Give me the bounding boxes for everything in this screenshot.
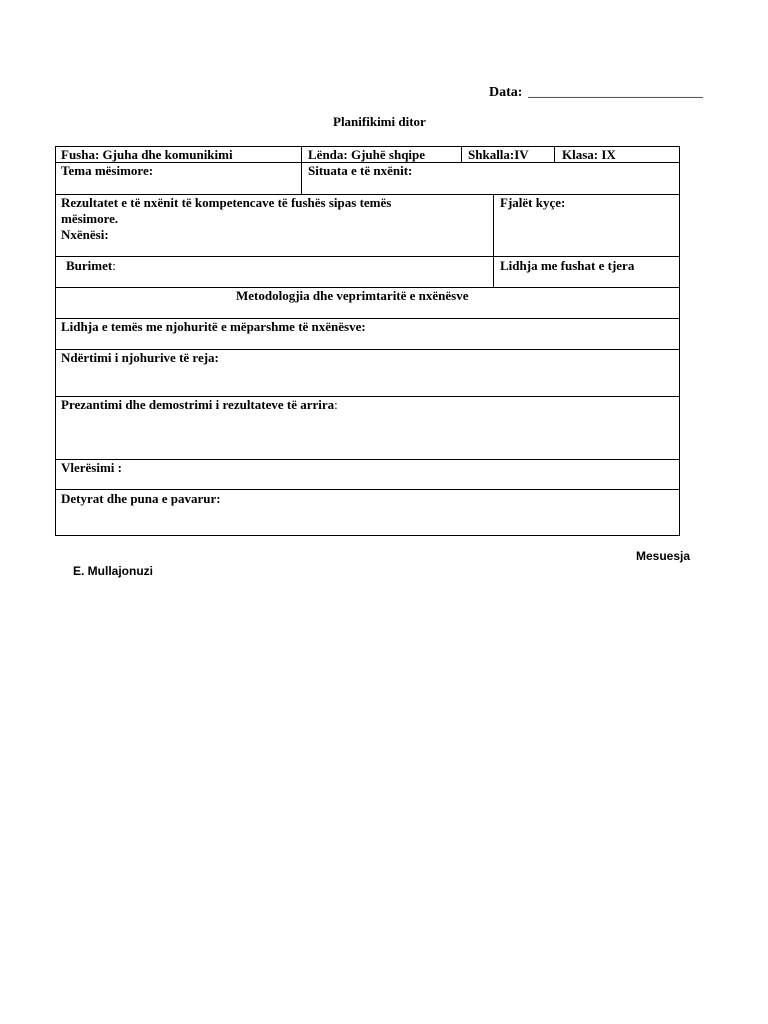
date-blank: _________________________ [528, 85, 703, 100]
rezultatet-line1: Rezultatet e të nxënit të kompetencave të fushës sipas temës [61, 195, 392, 210]
prezantimi-colon: : [334, 397, 338, 412]
fjalet-kyce-cell: Fjalët kyçe: [500, 195, 566, 210]
mesuesja-label: Mesuesja [636, 549, 691, 563]
fusha-cell: Fusha: Gjuha dhe komunikimi [61, 147, 233, 162]
tema-cell: Tema mësimore: [61, 163, 154, 178]
date-label: Data: [489, 85, 523, 100]
nxenesi-label: Nxënësi: [61, 227, 109, 242]
prezantimi-row [61, 397, 338, 413]
metodologjia-heading: Metodologjia dhe veprimtaritë e nxënësve [236, 288, 469, 303]
lidhja-temes-row: Lidhja e temës me njohuritë e mëparshme të nxënësve: [61, 319, 366, 334]
teacher-name: E. Mullajonuzi [73, 564, 153, 578]
burimet-label: Burimet [66, 258, 113, 273]
page-title: Planifikimi ditor [333, 114, 426, 129]
burimet-colon: : [112, 258, 116, 273]
shkalla-cell: Shkalla:IV [468, 147, 529, 162]
lenda-cell: Lënda: Gjuhë shqipe [308, 147, 426, 162]
ndertimi-row: Ndërtimi i njohurive të reja: [61, 350, 219, 365]
lidhja-fushat-cell: Lidhja me fushat e tjera [500, 258, 635, 273]
burimet-cell [66, 258, 116, 274]
detyrat-row: Detyrat dhe puna e pavarur: [61, 491, 221, 506]
prezantimi-label: Prezantimi dhe demostrimi i rezultateve të arrira [61, 397, 335, 412]
rezultatet-line2: mësimore. [61, 211, 119, 226]
klasa-cell: Klasa: IX [562, 147, 616, 162]
vleresimi-row: Vlerësimi : [61, 460, 123, 475]
situata-cell: Situata e të nxënit: [308, 163, 413, 178]
